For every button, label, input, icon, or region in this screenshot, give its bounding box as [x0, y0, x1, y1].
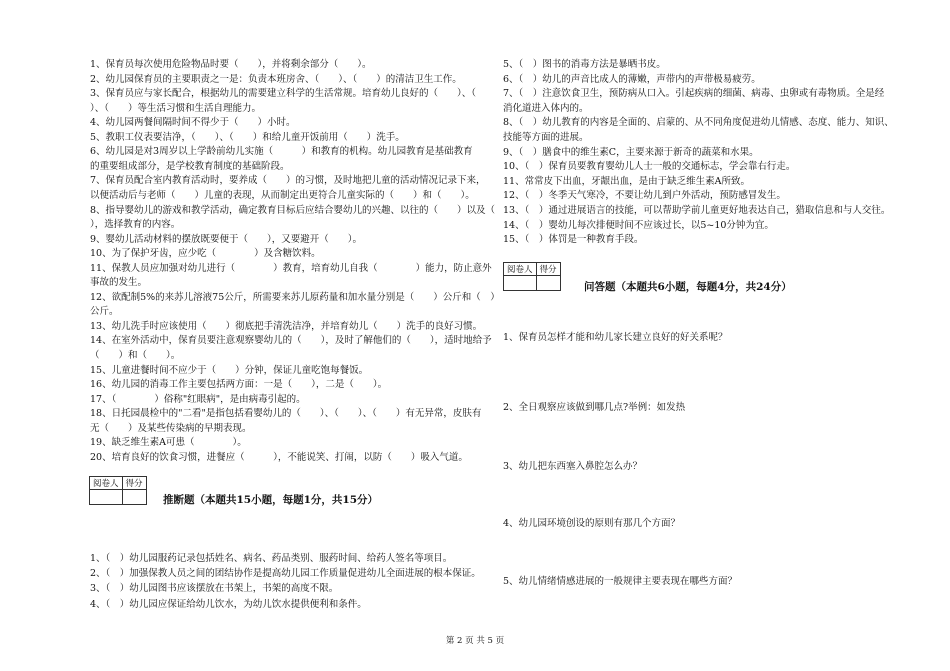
- judge-question-line: 4、（ ）幼儿园应保证给幼儿饮水，为幼儿饮水提供便利和条件。: [90, 598, 367, 610]
- judge-question-line: 6、（ ）幼儿的声音比成人的薄嫩，声带内的声带极易疲劳。: [503, 73, 761, 85]
- fill-question-line: 3、保育员应与家长配合，根据幼儿的需要建立科学的生活常规。培育幼儿良好的（ ）、（: [90, 88, 477, 100]
- fill-question-line: 20、培育良好的饮食习惯，进餐应（ ），不能说笑、打闹，以防（ ）吸入气道。: [90, 451, 468, 463]
- fill-question-line: 9、婴幼儿活动材料的摆放既要便于（ ），又要避开（ ）。: [90, 233, 363, 245]
- qa-question-line: 2、全日观察应该做到哪几点?举例：如发热: [503, 402, 686, 413]
- qa-question-line: 1、保育员怎样才能和幼儿家长建立良好的好关系呢？: [503, 332, 728, 343]
- fill-question-line: 10、为了保护牙齿，应少吃（ ）及含糖饮料。: [90, 248, 321, 260]
- qa-question-line: 5、幼儿情绪情感进展的一般规律主要表现在哪些方面？: [503, 576, 738, 587]
- qa-question-line: 3、幼儿把东西塞入鼻腔怎么办？: [503, 461, 643, 472]
- fill-question-line: 的重要组成部分，是学校教育制度的基础阶段。: [90, 160, 290, 172]
- judge-question-line: 11、常常皮下出血，牙龈出血，是由于缺乏维生素A所致。: [503, 175, 750, 187]
- judge-question-line: 14、（ ）婴幼儿每次排便时间不应该过长，以5~10分钟为宜。: [503, 219, 774, 231]
- score-box-reviewer-cell: [504, 276, 537, 291]
- fill-question-line: 无（ ）及某些传染病的早期表现。: [90, 422, 252, 434]
- judge-question-line: 8、（ ）幼儿教育的内容是全面的、启蒙的、从不同角度促进幼儿情感、态度、能力、知识、: [503, 117, 894, 129]
- fill-question-line: 16、幼儿园的消毒工作主要包括两方面：一是（ ），二是（ ）。: [90, 379, 388, 391]
- score-box-score-label: 得分: [536, 263, 560, 276]
- qa-question-line: 4、幼儿园环境创设的原则有那几个方面？: [503, 518, 681, 529]
- score-box-qa: [503, 262, 561, 291]
- fill-question-line: （ ）和（ ）。: [90, 350, 181, 361]
- judge-question-line: 3、（ ）幼儿园图书应该摆放在书架上，书架的高度不限。: [90, 583, 339, 595]
- fill-question-line: 6、幼儿园是对3周岁以上学龄前幼儿实施（ ）和教育的机构。幼儿园教育是基础教育: [90, 146, 473, 158]
- fill-question-line: 以便活动后与老师（ ）儿童的表现，从而制定出更符合儿童实际的（ ）和（ ）。: [90, 189, 475, 201]
- fill-question-line: ），选择教育的内容。: [90, 219, 181, 231]
- fill-question-line: 19、缺乏维生素A可患（ ）。: [90, 437, 247, 449]
- fill-question-line: 7、保育员配合室内教育活动时，要养成（ ）的习惯，及时地把儿童的活动情况记录下来，: [90, 175, 486, 187]
- score-box-score-cell: [122, 490, 146, 505]
- section-title-qa: 问答题（本题共6小题，每题4分，共24分）: [584, 281, 792, 293]
- score-box-score-cell: [536, 276, 560, 291]
- fill-question-line: 12、欲配制5%的来苏儿溶液75公斤，所需要来苏儿原药量和加水量分别是（ ）公斤和（ ）: [90, 291, 500, 303]
- judge-question-line: 1、（ ）幼儿园服药记录包括姓名、病名、药品类别、服药时间、给药人签名等项目。: [90, 553, 453, 564]
- score-box-judge: [89, 476, 147, 505]
- score-box-reviewer-cell: [90, 490, 123, 505]
- fill-question-line: 15、儿童进餐时间不应少于（ ）分钟，保证儿童吃饱每餐饭。: [90, 364, 369, 376]
- fill-question-line: 14、在室外活动中，保育员要注意观察婴幼儿的（ ），及时了解他们的（ ），适时地给予: [90, 335, 492, 347]
- fill-question-line: 11、保教人员应加强对幼儿进行（ ）教育，培育幼儿自我（ ）能力，防止意外: [90, 262, 492, 274]
- fill-question-line: 8、指导婴幼儿的游戏和教学活动，确定教育目标后应结合婴幼儿的兴趣、以往的（ ）以及（: [90, 204, 496, 216]
- judge-question-line: 12、（ ）冬季天气寒冷，不要让幼儿到户外活动，预防感冒发生。: [503, 190, 786, 202]
- judge-question-line: 7、（ ）注意饮食卫生，预防病从口入。引起疾病的细菌、病毒、虫卵或有毒物质。全是经: [503, 88, 885, 100]
- page-footer: 第 2 页 共 5 页: [445, 636, 505, 646]
- section-title-judge: 推断题（本题共15小题，每题1分，共15分）: [163, 494, 379, 506]
- fill-question-line: 13、幼儿洗手时应该使用（ ）彻底把手清洗洁净，并培育幼儿（ ）洗手的良好习惯。: [90, 320, 483, 332]
- judge-question-line: 10、（ ）保育员要教育婴幼儿人士一般的交通标志，学会靠右行走。: [503, 161, 796, 173]
- judge-question-line: 5、（ ）图书的消毒方法是暴晒书皮。: [503, 59, 666, 70]
- judge-question-line: 15、（ ）体罚是一种教育手段。: [503, 234, 644, 246]
- fill-question-line: 公斤。: [90, 306, 119, 318]
- fill-question-line: 5、教职工仪表要洁净，（ ）、（ ）和给儿童开饭前用（ ）洗手。: [90, 131, 405, 143]
- fill-question-line: ）、（ ）等生活习惯和生活自理能力。: [90, 102, 262, 114]
- judge-question-line: 消化道进入体内的。: [503, 102, 589, 114]
- fill-question-line: 17、（ ）俗称"红眼病"，是由病毒引起的。: [90, 393, 306, 405]
- score-box-reviewer-label: 阅卷人: [504, 263, 537, 276]
- score-box-score-label: 得分: [122, 477, 146, 490]
- judge-question-line: 9、（ ）膳食中的维生素C，主要来源于新奇的蔬菜和水果。: [503, 146, 759, 158]
- fill-question-line: 1、保育员每次使用危险物品时要（ ），并将剩余部分（ ）。: [90, 59, 372, 70]
- fill-question-line: 18、日托园晨检中的"二看"是指包括看婴幼儿的（ ）、（ ）、（ ）有无异常，皮肤有: [90, 408, 482, 420]
- judge-question-line: 2、（ ）加强保教人员之间的团结协作是提高幼儿园工作质量促进幼儿全面进展的根本保证。: [90, 568, 481, 580]
- judge-question-line: 13、（ ）通过进展语言的技能，可以帮助学前儿童更好地表达自己，猎取信息和与人交往。: [503, 205, 891, 216]
- judge-question-line: 技能等方面的进展。: [503, 132, 589, 143]
- fill-question-line: 4、幼儿园两餐间隔时间不得少于（ ）小时。: [90, 117, 296, 129]
- score-box-reviewer-label: 阅卷人: [90, 477, 123, 490]
- fill-question-line: 事故的发生。: [90, 277, 148, 289]
- fill-question-line: 2、幼儿园保育员的主要职责之一是：负责本班房舍、（ ）、（ ）的清洁卫生工作。: [90, 73, 462, 85]
